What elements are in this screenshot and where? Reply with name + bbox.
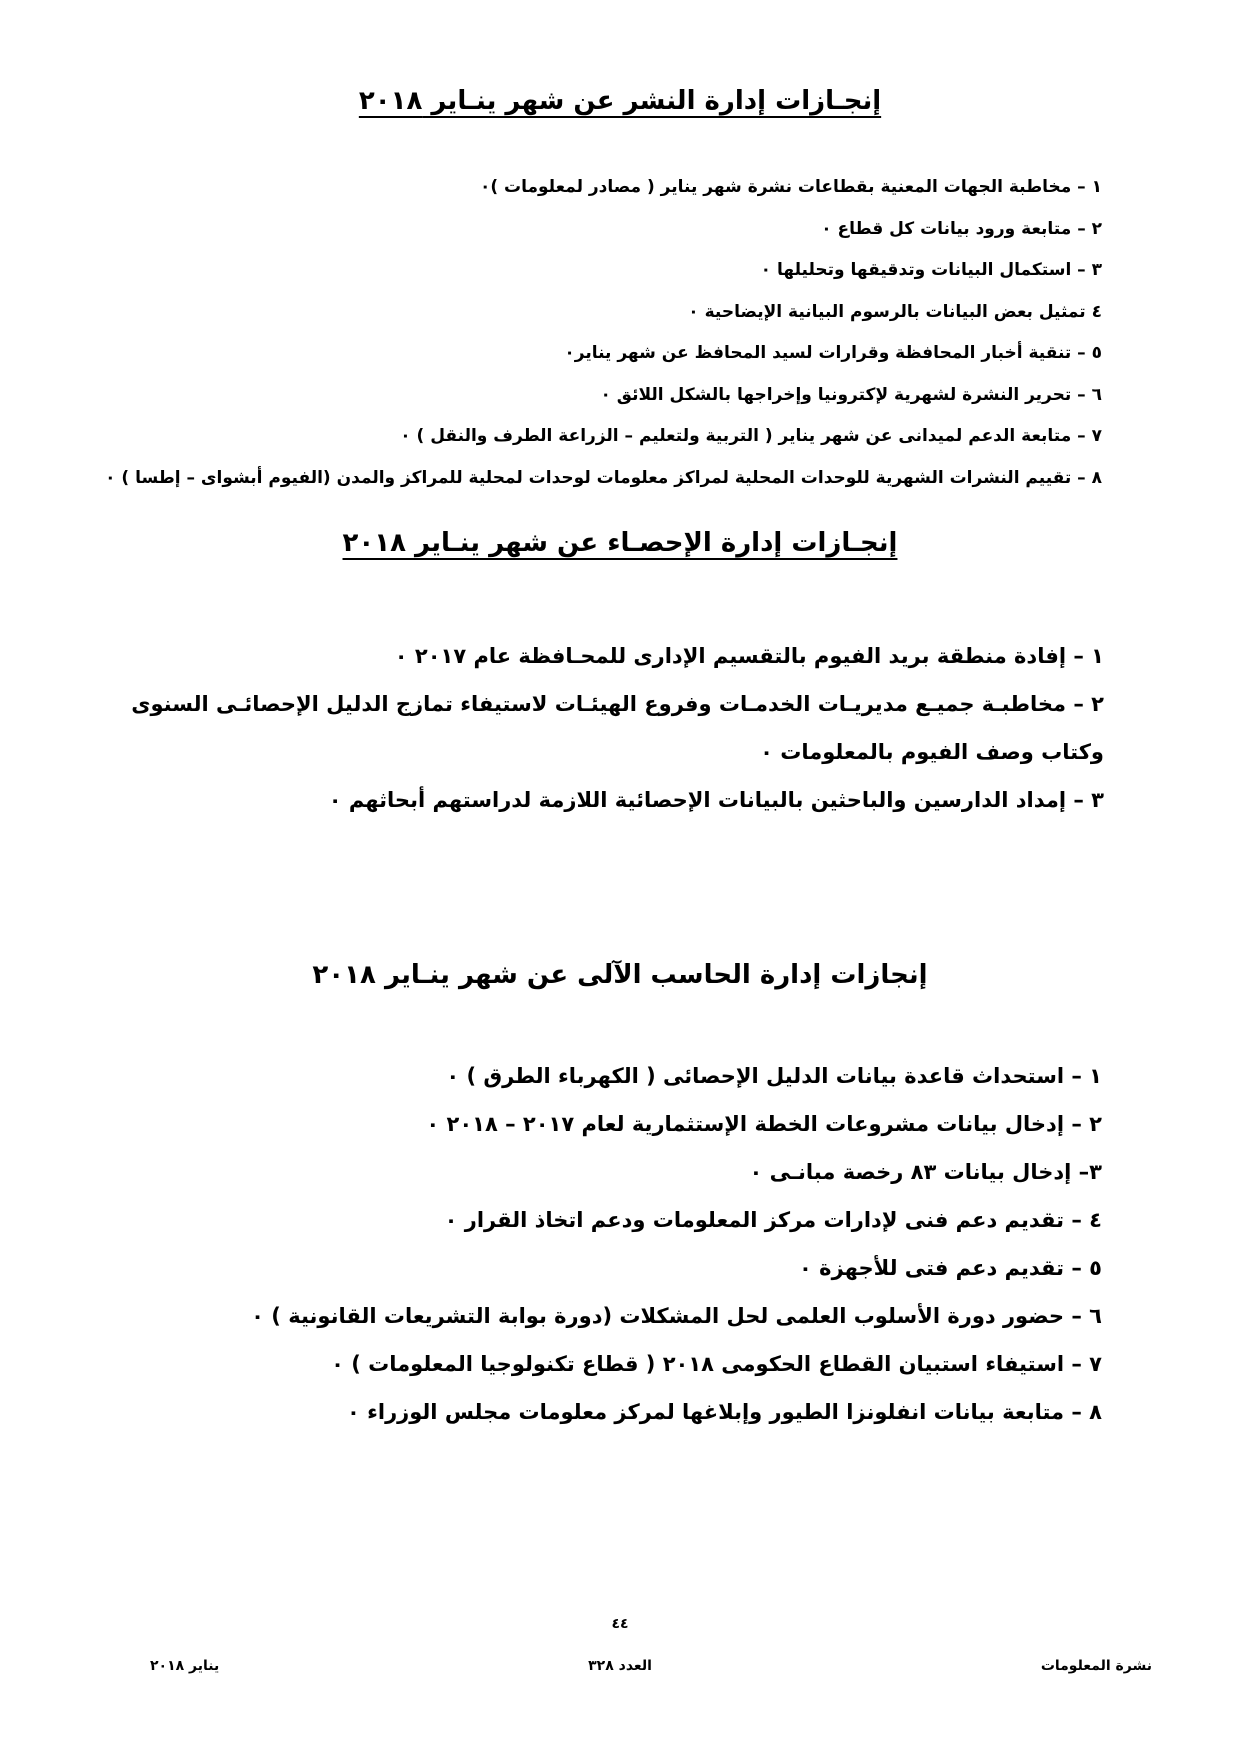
list-item: ٢ – متابعة ورود بيانات كل قطاع ٠	[821, 218, 1102, 239]
list-item: ٦ – تحرير النشرة لشهرية لإكترونيا وإخراجها بالشكل اللائق ٠	[600, 384, 1102, 405]
list-item: ١ – مخاطبة الجهات المعنية بقطاعات نشرة شهر يناير ( مصادر لمعلومات )٠	[479, 177, 1102, 197]
page-number: ٤٤	[611, 1616, 629, 1632]
statistics-list	[104, 632, 1104, 824]
list-item: ٨ – تقييم النشرات الشهرية للوحدات المحلية لمراكز معلومات لوحدات لمحلية للمراكز والمدن (الفيوم أبشواى – إطسا ) ٠	[105, 467, 1102, 488]
list-item: ٧ – استيفاء استبيان القطاع الحكومى ٢٠١٨ ( قطاع تكنولوجيا المعلومات ) ٠	[331, 1352, 1102, 1376]
list-item: ١ – استحداث قاعدة بيانات الدليل الإحصائى ( الكهرباء الطرق ) ٠	[446, 1064, 1102, 1088]
list-item: ٢ – مخاطبـة جميـع مديريـات الخدمـات وفروع الهيئـات لاستيفاء تمازج الدليل الإحصائـى السنوى وكتاب وصف الفيوم بالمعلومات ٠	[131, 692, 1104, 764]
list-item: ٤ – تقديم دعم فنى لإدارات مركز المعلومات ودعم اتخاذ القرار ٠	[444, 1208, 1102, 1232]
list-item: ٨ – متابعة بيانات انفلونزا الطيور وإبلاغها لمركز معلومات مجلس الوزراء ٠	[347, 1400, 1102, 1424]
section-title-statistics: إنجـازات إدارة الإحصـاء عن شهر ينـاير ٢٠١٨	[342, 528, 898, 558]
list-item: ٤ تمثيل بعض البيانات بالرسوم البيانية الإيضاحية ٠	[688, 301, 1102, 322]
list-item: ١ – إفادة منطقة بريد الفيوم بالتقسيم الإدارى للمحـافظة عام ٢٠١٧ ٠	[394, 644, 1104, 668]
computer-list	[102, 1052, 1102, 1436]
list-item: ٣ – استكمال البيانات وتدقيقها وتحليلها ٠	[760, 260, 1102, 280]
list-item: ٧ – متابعة الدعم لميدانى عن شهر يناير ( التربية ولتعليم – الزراعة الطرف والنقل ) ٠	[400, 426, 1102, 446]
publishing-list	[22, 167, 1102, 499]
list-item: ٦ – حضور دورة الأسلوب العلمى لحل المشكلات (دورة بوابة التشريعات القانونية ) ٠	[251, 1304, 1102, 1328]
section-title-computer: إنجازات إدارة الحاسب الآلى عن شهر ينـاير ٢٠١٨	[312, 960, 928, 990]
list-item: ٣– إدخال بيانات ٨٣ رخصة مبانـى ٠	[749, 1160, 1102, 1184]
footer-date: يناير ٢٠١٨	[150, 1658, 220, 1674]
footer-issue: العدد ٣٢٨	[588, 1658, 652, 1674]
list-item: ٥ – تنقية أخبار المحافظة وقرارات لسيد المحافظ عن شهر يناير٠	[564, 343, 1102, 363]
list-item: ٢ – إدخال بيانات مشروعات الخطة الإستثمارية لعام ٢٠١٧ – ٢٠١٨ ٠	[426, 1112, 1102, 1136]
list-item: ٣ – إمداد الدارسين والباحثين بالبيانات الإحصائية اللازمة لدراستهم أبحاثهم ٠	[328, 788, 1104, 812]
section-title-publishing: إنجـازات إدارة النشر عن شهر ينـاير ٢٠١٨	[358, 86, 882, 116]
list-item: ٥ – تقديم دعم فتى للأجهزة ٠	[799, 1256, 1102, 1280]
footer-publication: نشرة المعلومات	[1040, 1658, 1152, 1674]
